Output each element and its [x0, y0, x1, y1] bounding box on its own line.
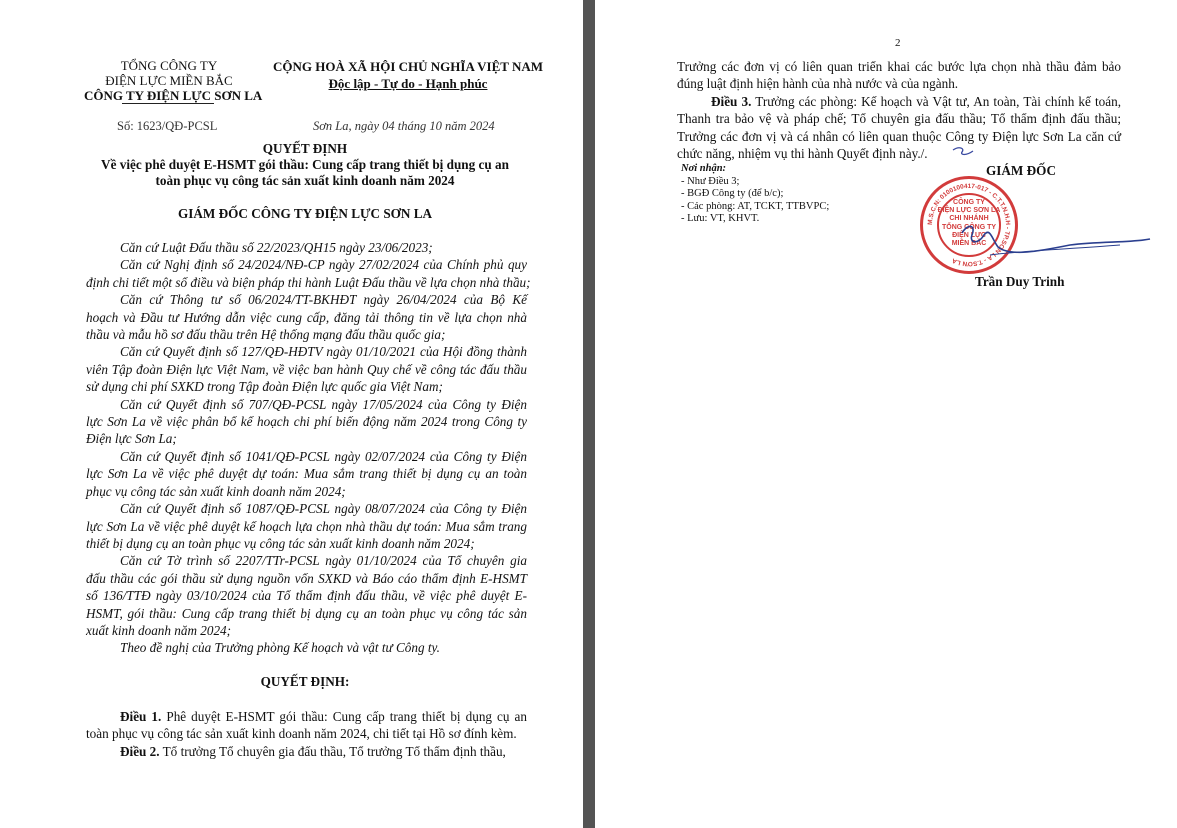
- article-3-line-3: Trưởng các đơn vị và cá nhân có liên quan thuộc Công ty Điện lực Sơn La căn cứ: [677, 128, 1121, 144]
- page-2: [595, 0, 1177, 828]
- basis-line: viên Tập đoàn Điện lực Việt Nam, về việc ban hành Quy chế về công tác đấu thầu: [86, 361, 527, 377]
- page-number: 2: [895, 37, 901, 49]
- recipients-block: [681, 163, 829, 226]
- basis-line: đấu thầu các gói thầu sử dụng nguồn vốn SXKD và Báo cáo thẩm định E-HSMT: [86, 570, 527, 586]
- basis-line: Căn cứ Quyết định số 1041/QĐ-PCSL ngày 02/07/2024 của Công ty Điện: [120, 448, 527, 464]
- article-2-text: Tổ trưởng Tổ chuyên gia đấu thầu, Tổ trưởng Tổ thẩm định thầu,: [159, 743, 506, 759]
- article-1-label: Điều 1.: [120, 709, 162, 724]
- basis-line: số 136/TTĐ ngày 03/10/2024 của Tổ thẩm định đấu thầu, về việc phê duyệt E-: [86, 588, 527, 604]
- seal-line: CHI NHÁNH: [949, 215, 989, 223]
- article-3-text: Trưởng các phòng: Kế hoạch và Vật tư, An toàn, Tài chính kế toán,: [751, 93, 1121, 109]
- company-name: CÔNG TY ĐIỆN LỰC SƠN LA: [84, 88, 263, 103]
- basis-line: Căn cứ Quyết định số 127/QĐ-HĐTV ngày 01/10/2021 của Hội đồng thành: [120, 344, 527, 360]
- basis-line: Căn cứ Quyết định số 707/QĐ-PCSL ngày 17/05/2024 của Công ty Điện: [120, 396, 527, 412]
- national-motto: Độc lập - Tự do - Hạnh phúc: [328, 76, 488, 91]
- seal-line: ĐIỆN LỰC SƠN LA: [937, 207, 1001, 215]
- issuer-heading: GIÁM ĐỐC CÔNG TY ĐIỆN LỰC SƠN LA: [177, 206, 433, 221]
- basis-line: lực Sơn La về việc phân bổ kế hoạch chi phí biến động năm 2024 trong Công ty: [86, 414, 527, 430]
- document-type: QUYẾT ĐỊNH: [262, 141, 348, 156]
- continuation-line-1: Trưởng các đơn vị có liên quan triển khai các bước lựa chọn nhà thầu đảm bảo: [677, 59, 1121, 74]
- subject-line-2: toàn phục vụ công tác sản xuất kinh doanh năm 2024: [155, 173, 455, 188]
- article-1-text: Phê duyệt E-HSMT gói thầu: Cung cấp trang thiết bị dụng cụ an: [161, 709, 527, 724]
- recipients-title: Nơi nhận:: [681, 163, 727, 174]
- initial-mark-icon: [951, 145, 977, 159]
- basis-line: Căn cứ Tờ trình số 2207/TTr-PCSL ngày 01/10/2024 của Tổ chuyên gia: [120, 553, 527, 569]
- basis-line: Điện lực Sơn La;: [86, 431, 177, 447]
- article-2-label: Điều 2.: [120, 743, 160, 759]
- basis-line: lực Sơn La về việc phê duyệt kế hoạch lựa chọn nhà thầu dự toán: Mua sắm trang: [86, 518, 527, 534]
- recipient-item: - Các phòng: AT, TCKT, TTBVPC;: [681, 200, 830, 212]
- parent-org-line-2: ĐIỆN LỰC MIỀN BẮC: [105, 73, 233, 88]
- basis-line: Căn cứ Quyết định số 1087/QĐ-PCSL ngày 08/07/2024 của Công ty Điện: [120, 501, 527, 517]
- article-1-line-1: [86, 708, 527, 725]
- continuation-line-2: đúng luật định hiện hành của nhà nước và của ngành.: [677, 76, 959, 92]
- national-header: [268, 58, 548, 92]
- recipient-item: - Lưu: VT, KHVT.: [681, 213, 760, 224]
- article-2-line-1: [86, 743, 527, 760]
- seal-line: CÔNG TY: [953, 199, 985, 206]
- article-3-label: Điều 3.: [711, 93, 752, 109]
- basis-line: thầu và mẫu hồ sơ đấu thầu trên Hệ thống mạng đấu thầu quốc gia;: [86, 327, 446, 343]
- article-3-line-2: Thanh tra bảo vệ và pháp chế; Tổ chuyên gia đấu thầu; Tổ thẩm định đấu thầu;: [677, 111, 1121, 127]
- national-title: CỘNG HOÀ XÃ HỘI CHỦ NGHĨA VIỆT NAM: [272, 59, 544, 74]
- articles-page-1: [86, 708, 527, 760]
- article-3-line-4: chức năng, nhiệm vụ thi hành Quyết định này./.: [677, 146, 928, 162]
- recipient-item: - BGĐ Công ty (để b/c);: [681, 188, 784, 199]
- seal-line: MIỀN BẮC: [951, 240, 987, 248]
- page-1: [0, 0, 583, 828]
- place-date: Sơn La, ngày 04 tháng 10 năm 2024: [313, 119, 495, 133]
- article-1-line-2: toàn phục vụ công tác sản xuất kinh doanh năm 2024, chi tiết tại Hồ sơ đính kèm.: [86, 726, 517, 742]
- basis-line: HSMT, gói thầu: Cung cấp trang thiết bị dụng cụ an toàn phục vụ công tác sản: [86, 605, 527, 621]
- agency-underline: [122, 103, 214, 104]
- agency-header: [84, 58, 263, 103]
- subject-line-1: Về việc phê duyệt E-HSMT gói thầu: Cung cấp trang thiết bị dụng cụ an: [101, 157, 509, 172]
- basis-line: sử dụng chi phí SXKD trong Tập đoàn Điện lực quốc gia Việt Nam;: [86, 379, 443, 395]
- basis-line: hoạch và Đầu tư Hướng dẫn việc cung cấp, đăng tải thông tin về lựa chọn nhà: [86, 309, 527, 325]
- legal-basis: [86, 239, 531, 657]
- basis-line: lực Sơn La về việc phê duyệt dự toán: Mua sắm trang thiết bị dụng cụ an toàn: [86, 466, 527, 482]
- signer-title: GIÁM ĐỐC: [986, 163, 1056, 178]
- decision-heading: QUYẾT ĐỊNH:: [260, 674, 350, 689]
- basis-line: xuất kinh doanh năm 2024;: [86, 622, 232, 638]
- seal-line: TỔNG CÔNG TY: [941, 223, 997, 231]
- seal-line: ĐIỆN LỰC: [952, 231, 986, 239]
- parent-org-line-1: TỔNG CÔNG TY: [120, 58, 218, 73]
- article-3-line-1: [677, 93, 1121, 110]
- svg-text:M.S.C.N: 0100100417-017 - C.T.: M.S.C.N: 0100100417-017 - C.T.T.N.H.H - TP.SƠN LA - T.SƠN LA: [926, 182, 1012, 268]
- handwritten-signature: [950, 205, 1170, 275]
- signer-name: Trần Duy Trinh: [975, 274, 1065, 289]
- recipient-item: - Như Điều 3;: [681, 175, 740, 187]
- basis-line: định chi tiết một số điều và biện pháp thi hành Luật Đấu thầu về lựa chọn nhà thầu;: [86, 274, 531, 290]
- articles-page-2: [677, 58, 1121, 162]
- basis-line: Theo đề nghị của Trưởng phòng Kế hoạch và vật tư Công ty.: [120, 640, 440, 656]
- basis-line: Căn cứ Thông tư số 06/2024/TT-BKHĐT ngày 26/04/2024 của Bộ Kế: [120, 292, 527, 308]
- basis-line: phục vụ công tác sản xuất kinh doanh năm 2024;: [86, 483, 346, 499]
- basis-line: Căn cứ Nghị định số 24/2024/NĐ-CP ngày 27/02/2024 của Chính phủ quy: [120, 257, 527, 273]
- document-number: Số: 1623/QĐ-PCSL: [117, 119, 218, 133]
- document-title-block: [84, 141, 526, 189]
- basis-line: Căn cứ Luật Đấu thầu số 22/2023/QH15 ngày 23/06/2023;: [120, 240, 433, 255]
- basis-line: thiết bị dụng cụ an toàn phục vụ công tác sản xuất kinh doanh năm 2024;: [86, 535, 475, 551]
